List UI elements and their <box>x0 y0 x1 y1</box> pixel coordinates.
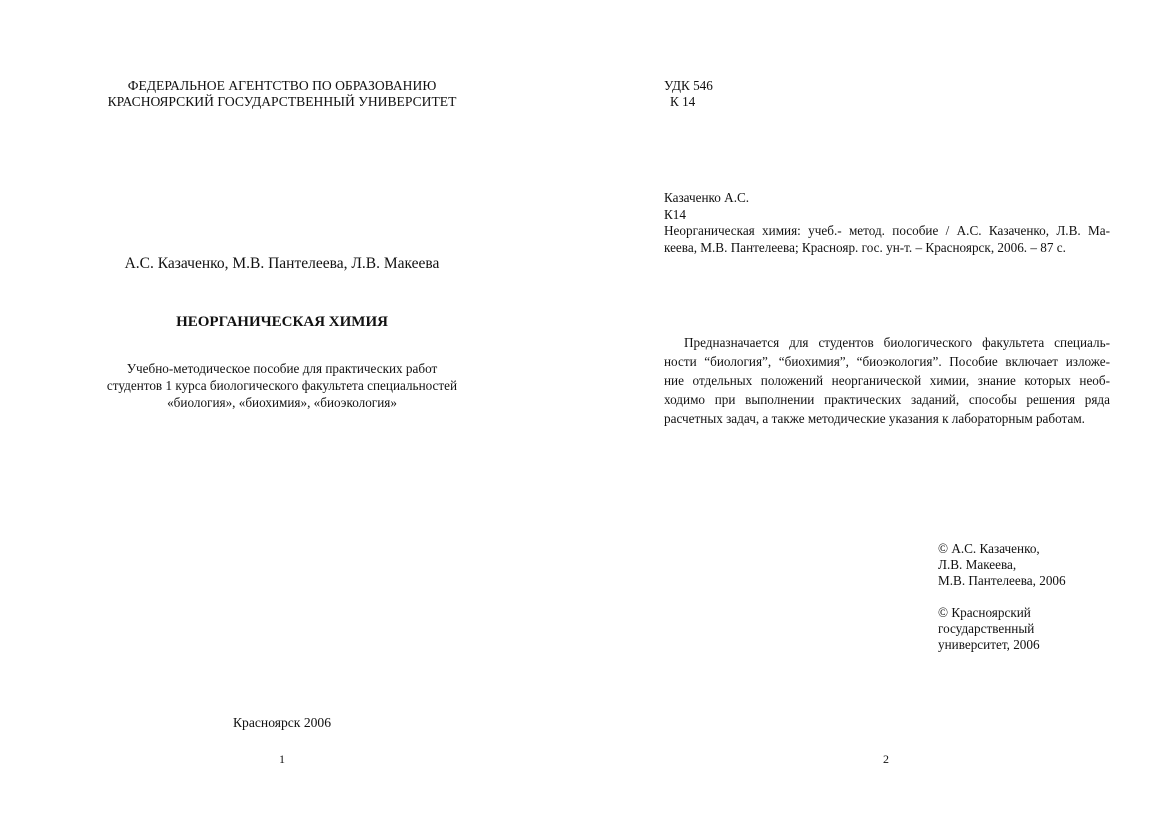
copyright-university-line: государственный <box>938 621 1035 636</box>
page-number: 2 <box>883 752 889 766</box>
catalog-entry <box>664 190 1110 256</box>
book-title: НЕОРГАНИЧЕСКАЯ ХИМИЯ <box>176 314 388 330</box>
subtitle-line: Учебно-методическое пособие для практических работ <box>126 361 438 376</box>
agency-header <box>0 78 564 110</box>
annotation-line: ходимо при выполнении практических заданий, способы решения ряда <box>664 392 1110 407</box>
udk-index: К 14 <box>670 94 696 109</box>
catalog-description-line: кеева, М.В. Пантелеева; Краснояр. гос. ун-т. – Красноярск, 2006. – 87 с. <box>664 239 1066 255</box>
left-page <box>0 0 584 826</box>
catalog-description-line: Неорганическая химия: учеб.- метод. пособие / А.С. Казаченко, Л.В. Ма- <box>664 223 1110 238</box>
copyright-authors-line: © А.С. Казаченко, <box>938 541 1040 556</box>
copyright-university-line: университет, 2006 <box>938 637 1040 652</box>
udk-block <box>664 78 713 110</box>
page-number: 1 <box>279 752 285 766</box>
authors: А.С. Казаченко, М.В. Пантелеева, Л.В. Макеева <box>124 255 440 272</box>
agency-line-1: ФЕДЕРАЛЬНОЕ АГЕНТСТВО ПО ОБРАЗОВАНИЮ <box>127 78 437 93</box>
copyright-university-line: © Красноярский <box>938 605 1031 620</box>
annotation <box>664 333 1110 428</box>
annotation-line: ности “биология”, “биохимия”, “биоэкология”. Пособие включает изложе- <box>664 354 1110 369</box>
udk-code: УДК 546 <box>664 78 713 93</box>
copyright-authors-line: Л.В. Макеева, <box>938 557 1017 572</box>
subtitle-line: студентов 1 курса биологического факультета специальностей <box>106 378 458 393</box>
catalog-code: К14 <box>664 206 686 222</box>
agency-line-2: КРАСНОЯРСКИЙ ГОСУДАРСТВЕННЫЙ УНИВЕРСИТЕТ <box>107 94 457 109</box>
copyright-authors-line: М.В. Пантелеева, 2006 <box>938 573 1066 588</box>
copyright-block <box>938 541 1066 653</box>
catalog-author: Казаченко А.С. <box>664 190 750 205</box>
right-page <box>584 0 1169 826</box>
annotation-line: расчетных задач, а также методические указания к лабораторным работам. <box>664 411 1085 426</box>
subtitle-line: «биология», «биохимия», «биоэкология» <box>167 395 397 410</box>
annotation-line: Предназначается для студентов биологического факультета специаль- <box>684 335 1110 350</box>
subtitle <box>0 360 564 411</box>
copyright-spacer <box>938 589 1066 605</box>
city-year: Красноярск 2006 <box>232 715 332 730</box>
annotation-line: ние отдельных положений неорганической химии, знание которых необ- <box>664 373 1110 388</box>
